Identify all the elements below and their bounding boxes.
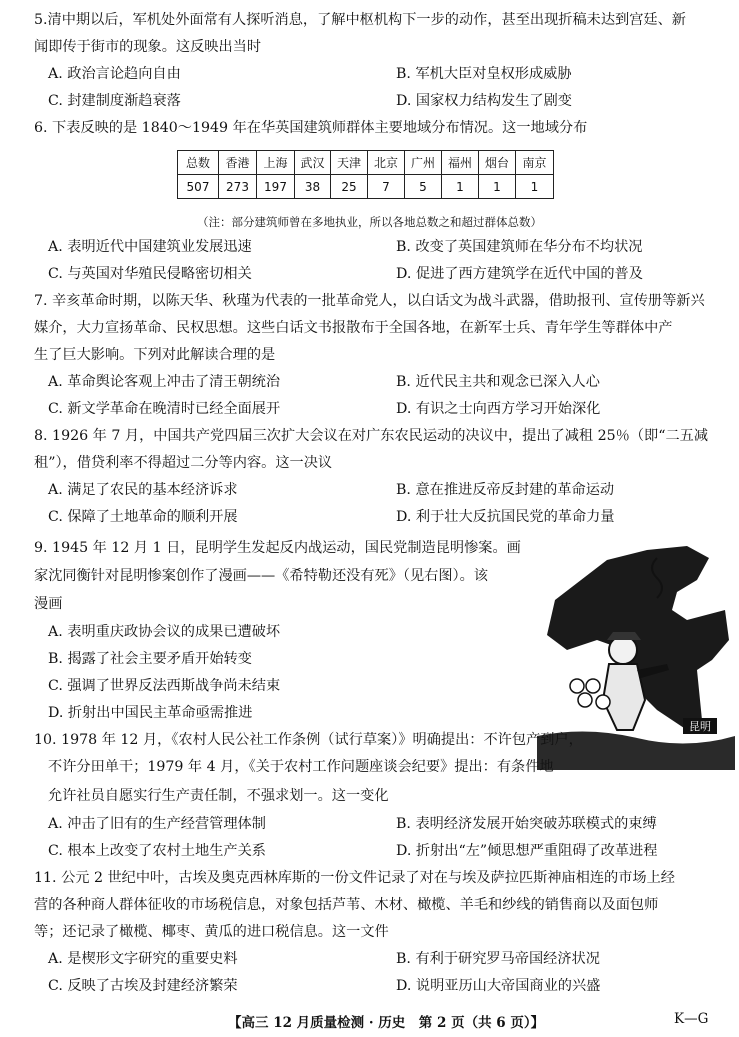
table-header-cell: 上海 — [257, 151, 295, 175]
footer-code: K—G — [674, 1011, 709, 1027]
q8-option-d[interactable]: D. 利于壮大反抗国民党的革命力量 — [396, 509, 615, 525]
skull — [586, 679, 600, 693]
footer-title: 【高三 12 月质量检测 · 历史 第 2 页（共 6 页）】 — [228, 1015, 545, 1031]
table-row — [178, 175, 554, 199]
skull — [596, 695, 610, 709]
q8-option-c[interactable]: C. 保障了土地革命的顺利开展 — [48, 509, 238, 525]
q9-stem-line3: 漫画 — [34, 596, 63, 612]
q7-option-b[interactable]: B. 近代民主共和观念已深入人心 — [396, 374, 600, 390]
table-cell: 507 — [178, 175, 219, 199]
table-header-cell: 武汉 — [295, 151, 331, 175]
q6-table-note: （注：部分建筑师曾在多地执业，所以各地总数之和超过群体总数） — [197, 215, 542, 229]
q11-stem-line3: 等；还记录了橄榄、椰枣、黄瓜的进口税信息。这一文件 — [34, 924, 389, 940]
q8-stem-line1: 8. 1926 年 7 月，中国共产党四届三次扩大会议在对广东农民运动的决议中，提出了减租 25％（即“二五减 — [34, 428, 709, 444]
table-cell: 1 — [479, 175, 516, 199]
q9-stem-line2: 家沈同衡针对昆明惨案创作了漫画——《希特勒还没有死》（见右图）。该 — [34, 568, 488, 584]
q10-stem-line2: 不许分田单干；1979 年 4 月，《关于农村工作问题座谈会纪要》提出：有条件地 — [48, 759, 554, 775]
q7-stem-line3: 生了巨大影响。下列对此解读合理的是 — [34, 347, 276, 363]
q6-option-c[interactable]: C. 与英国对华殖民侵略密切相关 — [48, 266, 252, 282]
table-header-cell: 北京 — [368, 151, 405, 175]
q10-option-d[interactable]: D. 折射出“左”倾思想严重阻碍了改革进程 — [396, 843, 658, 859]
q7-option-c[interactable]: C. 新文学革命在晚清时已经全面展开 — [48, 401, 281, 417]
q9-option-a[interactable]: A. 表明重庆政协会议的成果已遭破坏 — [48, 624, 281, 640]
table-cell: 273 — [219, 175, 257, 199]
q10-stem-line3: 允许社员自愿实行生产责任制，不强求划一。这一变化 — [48, 788, 389, 804]
q9-option-d[interactable]: D. 折射出中国民主革命亟需推进 — [48, 705, 253, 721]
q8-option-b[interactable]: B. 意在推进反帝反封建的革命运动 — [396, 482, 615, 498]
q5-option-d[interactable]: D. 国家权力结构发生了剧变 — [396, 93, 572, 109]
q5-stem-line2: 闻即传于街市的现象。这反映出当时 — [34, 39, 262, 55]
table-header-cell: 福州 — [442, 151, 479, 175]
q11-stem-line1: 11. 公元 2 世纪中叶，古埃及奥克西林库斯的一份文件记录了对在与埃及萨拉匹斯神庙相连的市场上经 — [34, 870, 675, 886]
table-cell: 38 — [295, 175, 331, 199]
q7-option-d[interactable]: D. 有识之士向西方学习开始深化 — [396, 401, 601, 417]
q10-option-b[interactable]: B. 表明经济发展开始突破苏联模式的束缚 — [396, 816, 657, 832]
table-header-cell: 烟台 — [479, 151, 516, 175]
soldier-head — [609, 636, 637, 664]
table-cell: 7 — [368, 175, 405, 199]
q5-stem-line1: 5.清中期以后，军机处外面常有人探听消息，了解中枢机构下一步的动作，甚至出现折稿未达到宫廷、新 — [34, 12, 686, 28]
skull — [570, 679, 584, 693]
q11-option-c[interactable]: C. 反映了古埃及封建经济繁荣 — [48, 978, 238, 994]
q11-option-b[interactable]: B. 有利于研究罗马帝国经济状况 — [396, 951, 600, 967]
q6-distribution-table — [177, 150, 554, 199]
table-cell: 5 — [405, 175, 442, 199]
q6-option-d[interactable]: D. 促进了西方建筑学在近代中国的普及 — [396, 266, 643, 282]
table-cell: 197 — [257, 175, 295, 199]
q5-option-a[interactable]: A. 政治言论趋向自由 — [48, 66, 181, 82]
table-header-cell: 香港 — [219, 151, 257, 175]
table-header-cell: 南京 — [516, 151, 554, 175]
q7-stem-line1: 7. 辛亥革命时期，以陈天华、秋瑾为代表的一批革命党人，以白话文为战斗武器，借助报刊、宣传册等新兴 — [34, 293, 705, 309]
q11-option-d[interactable]: D. 说明亚历山大帝国商业的兴盛 — [396, 978, 601, 994]
q10-stem-line1: 10. 1978 年 12 月，《农村人民公社工作条例（试行草案）》明确提出：不许包产到户， — [34, 732, 583, 748]
table-header-cell: 广州 — [405, 151, 442, 175]
table-header-cell: 天津 — [331, 151, 368, 175]
q6-option-b[interactable]: B. 改变了英国建筑师在华分布不均状况 — [396, 239, 643, 255]
q8-option-a[interactable]: A. 满足了农民的基本经济诉求 — [48, 482, 238, 498]
q10-option-a[interactable]: A. 冲击了旧有的生产经营管理体制 — [48, 816, 266, 832]
q11-stem-line2: 营的各种商人群体征收的市场税信息，对象包括芦苇、木材、橄榄、羊毛和纱线的销售商以及面包师 — [34, 897, 659, 913]
q6-option-a[interactable]: A. 表明近代中国建筑业发展迅速 — [48, 239, 252, 255]
q10-option-c[interactable]: C. 根本上改变了农村土地生产关系 — [48, 843, 266, 859]
table-cell: 25 — [331, 175, 368, 199]
table-header-cell: 总数 — [178, 151, 219, 175]
q9-stem-line1: 9. 1945 年 12 月 1 日，昆明学生发起反内战运动，国民党制造昆明惨案。画 — [34, 540, 521, 556]
q7-option-a[interactable]: A. 革命舆论客观上冲击了清王朝统治 — [48, 374, 281, 390]
skull — [578, 693, 592, 707]
q11-option-a[interactable]: A. 是楔形文字研究的重要史料 — [48, 951, 238, 967]
q6-stem: 6. 下表反映的是 1840～1949 年在华英国建筑师群体主要地域分布情况。这一地域分布 — [34, 120, 588, 136]
q9-option-b[interactable]: B. 揭露了社会主要矛盾开始转变 — [48, 651, 252, 667]
q8-stem-line2: 租”），借贷利率不得超过二分等内容。这一决议 — [34, 455, 333, 471]
q5-option-b[interactable]: B. 军机大臣对皇权形成威胁 — [396, 66, 572, 82]
q9-option-c[interactable]: C. 强调了世界反法西斯战争尚未结束 — [48, 678, 281, 694]
table-cell: 1 — [516, 175, 554, 199]
table-header-row — [178, 151, 554, 175]
q7-stem-line2: 媒介，大力宣扬革命、民权思想。这些白话文书报散布于全国各地，在新军士兵、青年学生等群体中产 — [34, 320, 673, 336]
cartoon-label: 昆明 — [689, 720, 711, 733]
table-cell: 1 — [442, 175, 479, 199]
q5-option-c[interactable]: C. 封建制度渐趋衰落 — [48, 93, 181, 109]
